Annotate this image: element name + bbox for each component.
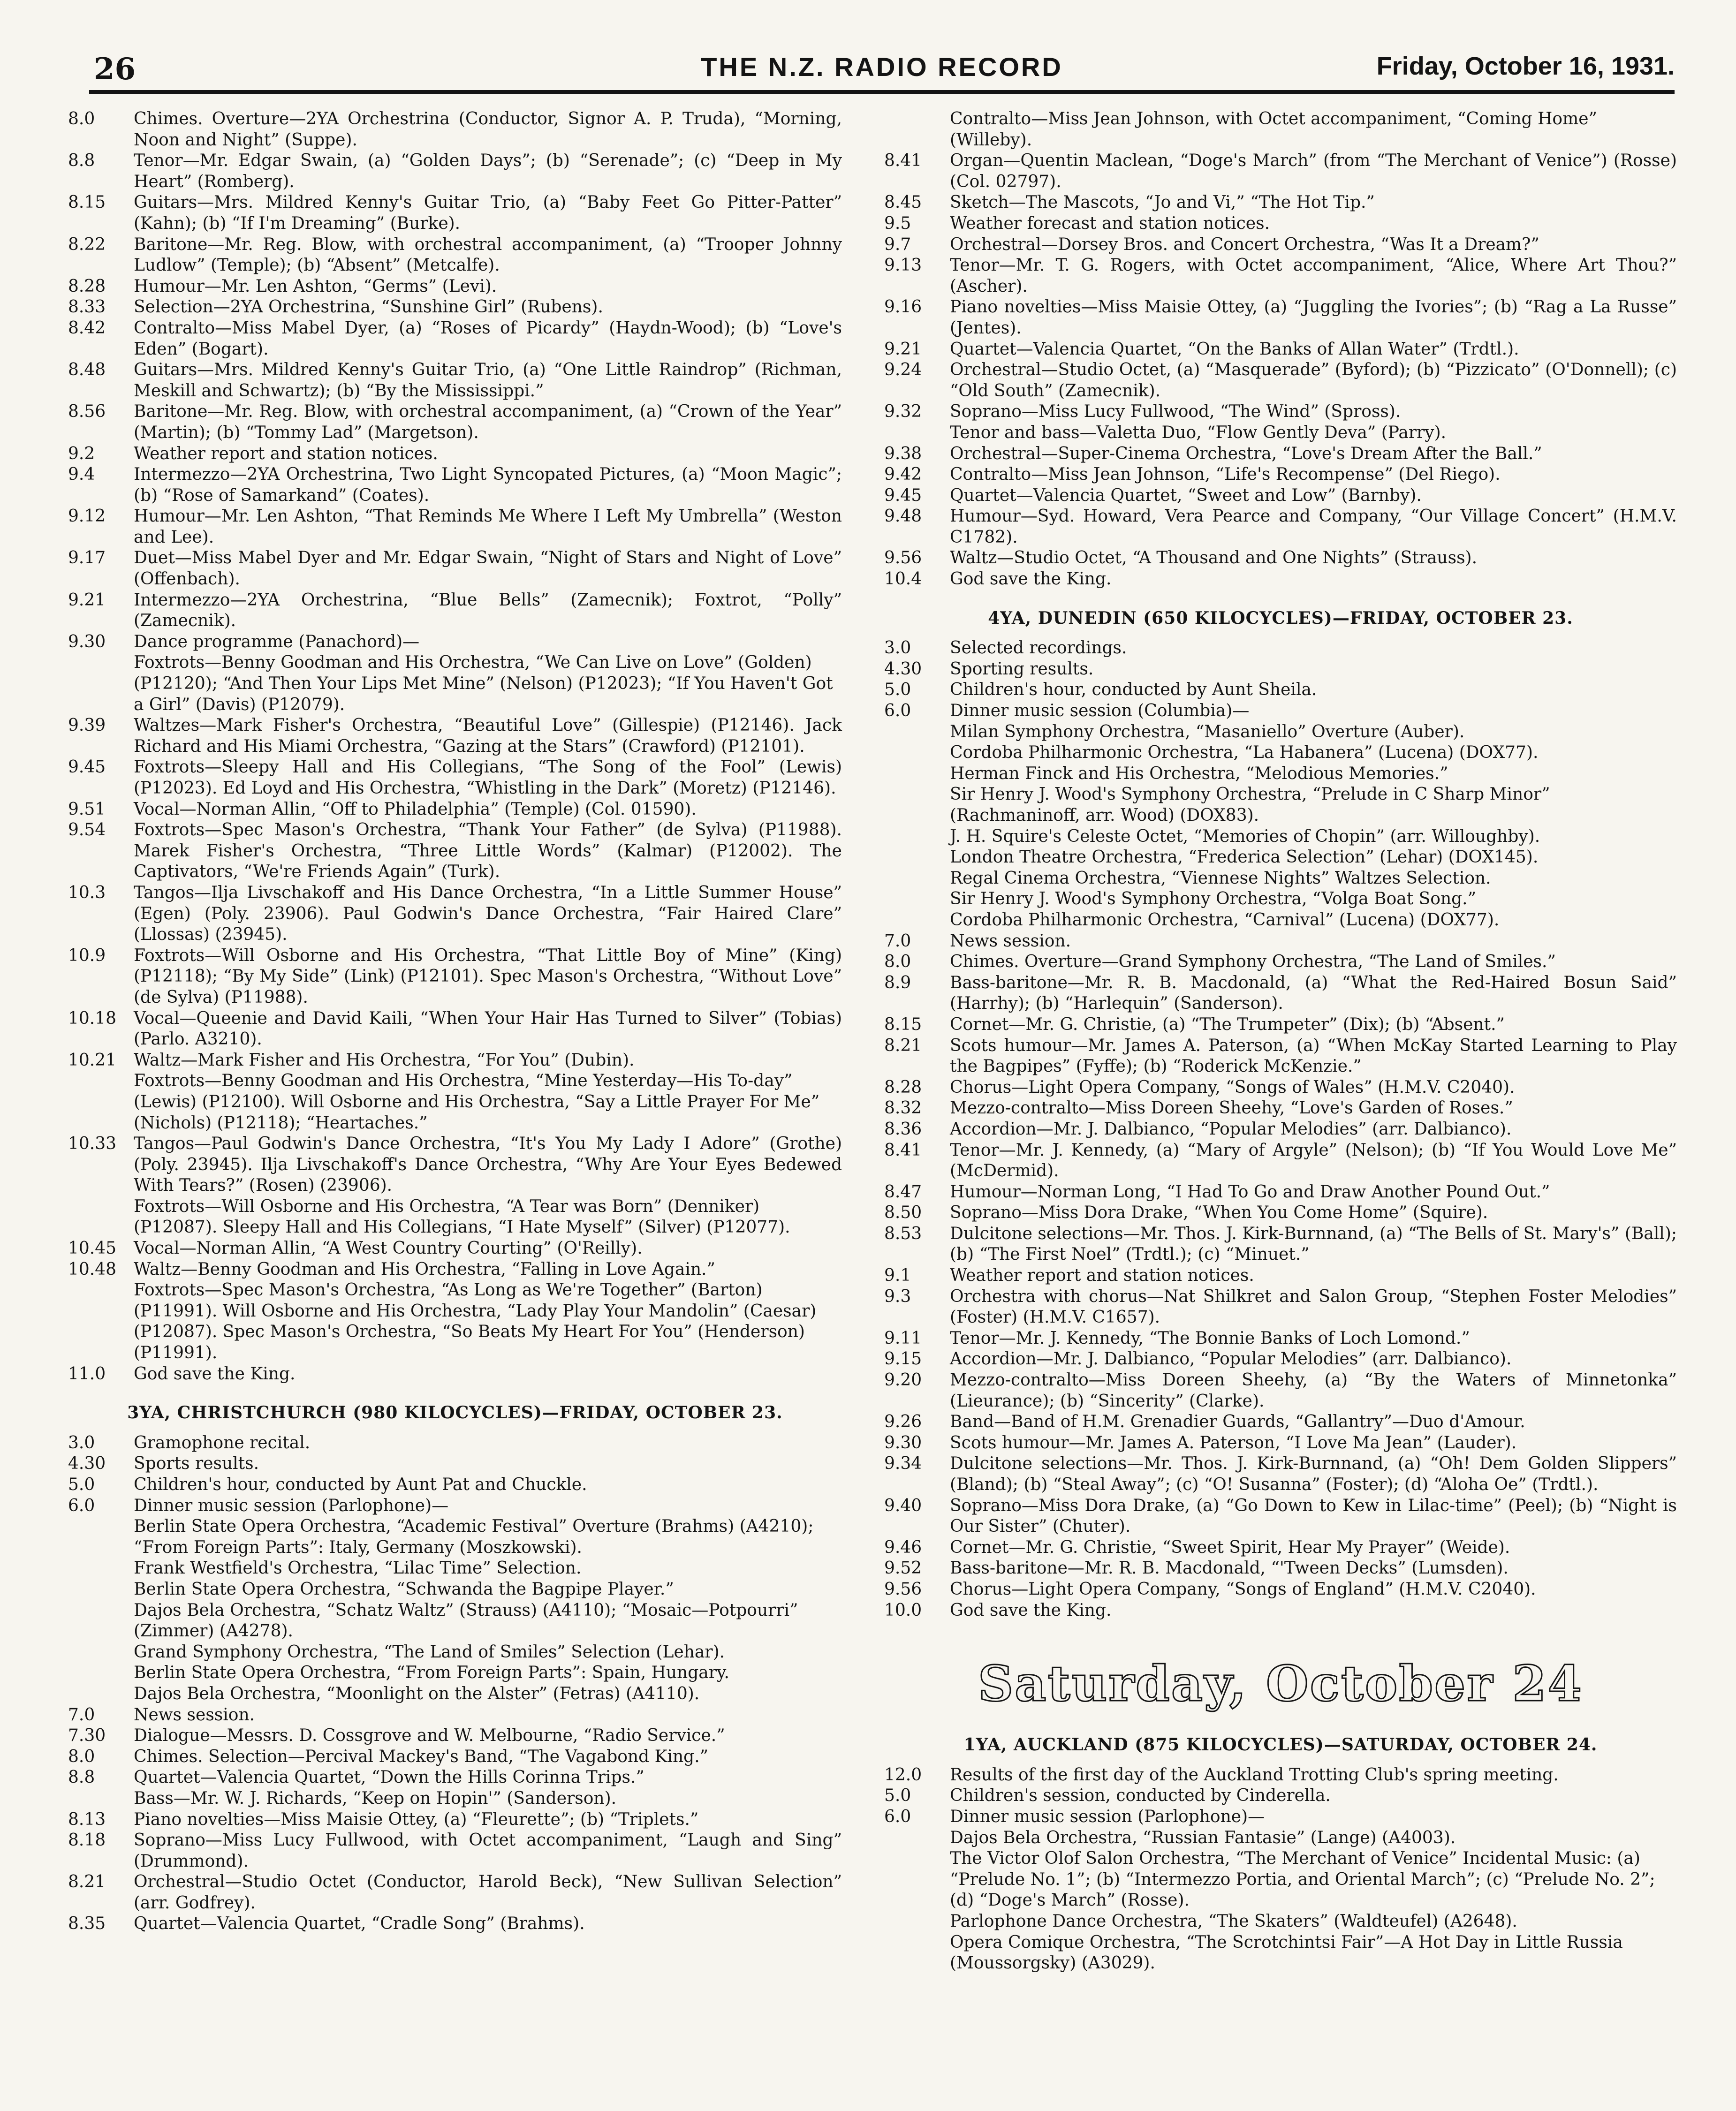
entry-time: 8.9 — [884, 973, 911, 992]
programme-entry — [68, 799, 842, 820]
left-column — [68, 109, 842, 1935]
programme-continuation: Foxtrots—Benny Goodman and His Orchestra, “We Can Live on Love” (Golden) (P12120); “And Then Your Lips Met Mine” (Nelson) (P12023); “If You Haven't Got a Girl” (Davis) (P12079). — [134, 653, 833, 714]
programme-continuation: Dajos Bela Orchestra, “Russian Fantasie” (Lange) (A4003). — [950, 1828, 1456, 1847]
entry-time: 9.5 — [884, 213, 911, 233]
entry-time: 4.30 — [68, 1454, 106, 1474]
entry-time: 8.32 — [884, 1098, 922, 1118]
entry-text: Orchestral—Studio Octet (Conductor, Harold Beck), “New Sullivan Selection” (arr. Godfrey). — [134, 1872, 842, 1913]
station-heading: 4YA, DUNEDIN (650 KILOCYCLES)—FRIDAY, OCTOBER 23. — [988, 608, 1573, 628]
entry-time: 8.22 — [68, 235, 106, 254]
entry-time: 8.8 — [68, 1768, 95, 1787]
programme-continuation: Bass—Mr. W. J. Richards, “Keep on Hopin'” (Sanderson). — [134, 1788, 617, 1808]
entry-text: God save the King. — [950, 569, 1112, 589]
entry-time: 10.9 — [68, 946, 106, 965]
entry-time: 8.33 — [68, 297, 106, 317]
entry-time: 9.45 — [884, 485, 922, 505]
programme-entry — [884, 1433, 1677, 1454]
entry-text: Baritone—Mr. Reg. Blow, with orchestral accompaniment, (a) “Trooper Johnny Ludlow” (Temple); (b) “Absent” (Metcalfe). — [134, 235, 842, 275]
entry-time: 6.0 — [68, 1496, 95, 1515]
programme-entry — [68, 1008, 842, 1050]
programme-entry — [884, 1349, 1677, 1370]
entry-text: Scots humour—Mr. James A. Paterson, (a) “When McKay Started Learning to Play the Bagpipes” (Fyffe); (b) “Roderick McKenzie.” — [950, 1036, 1677, 1076]
programme-continuation: Contralto—Miss Jean Johnson, with Octet accompaniment, “Coming Home” (Willeby). — [950, 109, 1597, 150]
entry-text: Chimes. Overture—2YA Orchestrina (Conductor, Signor A. P. Truda), “Morning, Noon and Night” (Suppe). — [134, 109, 842, 150]
programme-entry — [884, 548, 1677, 569]
entry-text: Soprano—Miss Lucy Fullwood, with Octet accompaniment, “Laugh and Sing” (Drummond). — [134, 1831, 842, 1871]
entry-text: Guitars—Mrs. Mildred Kenny's Guitar Trio, (a) “Baby Feet Go Pitter-Patter” (Kahn); (b) “If I'm Dreaming” (Burke). — [134, 193, 842, 233]
entry-text: Tenor—Mr. T. G. Rogers, with Octet accompaniment, “Alice, Where Art Thou?” (Ascher). — [950, 256, 1677, 296]
entry-text: Sports results. — [134, 1454, 259, 1474]
header-rule — [89, 90, 1675, 94]
entry-time: 4.30 — [884, 659, 922, 679]
entry-time: 8.36 — [884, 1119, 922, 1139]
entry-time: 8.28 — [884, 1077, 922, 1097]
programme-continuation: London Theatre Orchestra, “Frederica Selection” (Lehar) (DOX145). — [950, 847, 1539, 867]
entry-time: 8.47 — [884, 1182, 922, 1202]
programme-entry — [884, 1579, 1677, 1600]
entry-time: 3.0 — [884, 638, 911, 658]
entry-time: 8.53 — [884, 1224, 922, 1243]
entry-time: 9.4 — [68, 465, 95, 484]
entry-text: Vocal—Norman Allin, “Off to Philadelphia” (Temple) (Col. 01590). — [134, 799, 697, 819]
entry-time: 9.21 — [884, 339, 922, 359]
programme-entry — [68, 820, 842, 883]
entry-text: Humour—Norman Long, “I Had To Go and Draw Another Pound Out.” — [950, 1182, 1550, 1202]
entry-text: Dulcitone selections—Mr. Thos. J. Kirk-Burnnand, (a) “Oh! Dem Golden Slippers” (Bland); (b) “Steal Away”; (c) “O! Susanna” (Foster); (d) “Aloha Oe” (Trdtl.). — [950, 1454, 1677, 1494]
entry-time: 9.32 — [884, 402, 922, 422]
programme-entry — [68, 590, 842, 632]
entry-text: Waltzes—Mark Fisher's Orchestra, “Beautiful Love” (Gillespie) (P12146). Jack Richard and His Miami Orchestra, “Gazing at the Stars” (Crawford) (P12101). — [134, 716, 842, 756]
entry-text: Piano novelties—Miss Maisie Ottey, (a) “Juggling the Ivories”; (b) “Rag a La Russe” (Jentes). — [950, 297, 1677, 338]
entry-text: Bass-baritone—Mr. R. B. Macdonald, (a) “What the Red-Haired Bosun Said” (Harrhy); (b) “Harlequin” (Sanderson). — [950, 973, 1677, 1014]
entry-time: 9.16 — [884, 297, 922, 317]
entry-text: Foxtrots—Spec Mason's Orchestra, “Thank Your Father” (de Sylva) (P11988). Marek Fisher's Orchestra, “Three Little Words” (Kalmar) (P12002). The Captivators, “We're Friends Again” (Turk). — [134, 820, 842, 882]
entry-text: Chimes. Overture—Grand Symphony Orchestra, “The Land of Smiles.” — [950, 952, 1556, 972]
entry-time: 8.45 — [884, 193, 922, 212]
entry-time: 10.21 — [68, 1050, 117, 1070]
programme-entry — [68, 1914, 842, 1935]
entry-text: Vocal—Queenie and David Kaili, “When Your Hair Has Turned to Silver” (Tobias) (Parlo. A3210). — [134, 1008, 842, 1049]
entry-text: Accordion—Mr. J. Dalbianco, “Popular Melodies” (arr. Dalbianco). — [950, 1349, 1512, 1369]
entry-text: Sporting results. — [950, 659, 1094, 679]
entry-time: 8.56 — [68, 402, 106, 422]
entry-text: Waltz—Mark Fisher and His Orchestra, “For You” (Dubin). — [134, 1050, 635, 1070]
programme-continuation: J. H. Squire's Celeste Octet, “Memories of Chopin” (arr. Willoughby). — [950, 826, 1540, 846]
entry-time: 8.18 — [68, 1831, 106, 1850]
entry-time: 9.56 — [884, 1579, 922, 1599]
entry-text: Tenor—Mr. J. Kennedy, “The Bonnie Banks of Loch Lomond.” — [950, 1328, 1470, 1348]
entry-text: Weather report and station notices. — [134, 444, 438, 463]
entry-time: 8.28 — [68, 276, 106, 296]
entry-text: Dinner music session (Parlophone)— — [134, 1496, 449, 1515]
page-header — [89, 47, 1675, 99]
entry-text: Humour—Mr. Len Ashton, “That Reminds Me Where I Left My Umbrella” (Weston and Lee). — [134, 507, 842, 547]
entry-text: Soprano—Miss Dora Drake, “When You Come Home” (Squire). — [950, 1203, 1488, 1223]
entry-text: Gramophone recital. — [134, 1433, 311, 1453]
entry-text: Scots humour—Mr. James A. Paterson, “I Love Ma Jean” (Lauder). — [950, 1433, 1517, 1453]
entry-time: 9.12 — [68, 507, 106, 526]
programme-continuation: Grand Symphony Orchestra, “The Land of Smiles” Selection (Lehar). — [134, 1642, 725, 1662]
programme-entry — [884, 1453, 1677, 1495]
entry-text: News session. — [950, 931, 1071, 951]
programme-entry — [68, 276, 842, 297]
programme-continuation: Cordoba Philharmonic Orchestra, “La Habanera” (Lucena) (DOX77). — [950, 743, 1539, 763]
programme-entry — [884, 401, 1677, 423]
programme-entry — [68, 1705, 842, 1726]
entry-text: Selection—2YA Orchestrina, “Sunshine Girl” (Rubens). — [134, 297, 603, 317]
entry-text: Waltz—Studio Octet, “A Thousand and One Nights” (Strauss). — [950, 548, 1478, 568]
entry-time: 9.30 — [68, 632, 106, 651]
entry-text: Tangos—Ilja Livschakoff and His Dance Orchestra, “In a Little Summer House” (Egen) (Poly. 23906). Paul Godwin's Dance Orchestra, “Fair Haired Clare” (Llossas) (23945). — [134, 883, 842, 945]
programme-entry — [68, 715, 842, 757]
programme-entry — [68, 192, 842, 234]
entry-time: 6.0 — [884, 701, 911, 721]
entry-time: 8.15 — [884, 1014, 922, 1034]
programme-entry — [68, 506, 842, 548]
entry-text: Contralto—Miss Mabel Dyer, (a) “Roses of Picardy” (Haydn-Wood); (b) “Love's Eden” (Bogart). — [134, 318, 842, 359]
programme-continuation: Milan Symphony Orchestra, “Masaniello” Overture (Auber). — [950, 722, 1465, 741]
entry-time: 8.48 — [68, 360, 106, 380]
entry-text: Tangos—Paul Godwin's Dance Orchestra, “It's You My Lady I Adore” (Grothe) (Poly. 23945). Ilja Livschakoff's Dance Orchestra, “Why Are Your Eyes Bedewed With Tears?” (Rosen) (23906). — [134, 1134, 842, 1195]
entry-time: 7.0 — [68, 1705, 95, 1725]
programme-entry — [68, 444, 842, 465]
entry-text: Dinner music session (Parlophone)— — [950, 1807, 1265, 1826]
entry-text: Weather report and station notices. — [950, 1266, 1254, 1286]
entry-text: Dulcitone selections—Mr. Thos. J. Kirk-Burnnand, (a) “The Bells of St. Mary's” (Ball); (b) “The First Noel” (Trdtl.); (c) “Minuet.” — [950, 1224, 1677, 1264]
programme-continuation: Frank Westfield's Orchestra, “Lilac Time” Selection. — [134, 1559, 582, 1578]
programme-continuation: The Victor Olof Salon Orchestra, “The Merchant of Venice” Incidental Music: (a) “Prelude No. 1”; (b) “Intermezzo Portia, and Oriental March”; (c) “Prelude No. 2”; (d) “Doge's March” (Rosse). — [950, 1849, 1655, 1910]
entry-text: Quartet—Valencia Quartet, “On the Banks of Allan Water” (Trdtl.). — [950, 339, 1519, 359]
programme-entry — [884, 360, 1677, 401]
programme-entry — [884, 1265, 1677, 1286]
entry-text: Selected recordings. — [950, 638, 1127, 658]
programme-entry — [884, 952, 1677, 973]
entry-time: 8.35 — [68, 1914, 106, 1934]
entry-text: Orchestral—Super-Cinema Orchestra, “Love's Dream After the Ball.” — [950, 444, 1542, 463]
entry-time: 8.21 — [884, 1036, 922, 1055]
entry-text: God save the King. — [134, 1364, 296, 1384]
entry-text: Tenor—Mr. J. Kennedy, (a) “Mary of Argyle” (Nelson); (b) “If You Would Love Me” (McDermid). — [950, 1140, 1677, 1181]
entry-text: Tenor—Mr. Edgar Swain, (a) “Golden Days”; (b) “Serenade”; (c) “Deep in My Heart” (Romberg). — [134, 151, 842, 191]
programme-continuation: Berlin State Opera Orchestra, “Schwanda the Bagpipe Player.” — [134, 1579, 674, 1599]
entry-text: God save the King. — [950, 1600, 1112, 1620]
programme-entry — [884, 444, 1677, 465]
entry-text: Soprano—Miss Lucy Fullwood, “The Wind” (Spross). — [950, 402, 1401, 422]
entry-text: Cornet—Mr. G. Christie, (a) “The Trumpeter” (Dix); (b) “Absent.” — [950, 1014, 1505, 1034]
entry-text: Humour—Syd. Howard, Vera Pearce and Company, “Our Village Concert” (H.M.V. C1782). — [950, 507, 1677, 547]
entry-time: 9.7 — [884, 235, 911, 254]
programme-entry — [68, 464, 842, 506]
programme-continuation: Foxtrots—Benny Goodman and His Orchestra, “Mine Yesterday—His To-day” (Lewis) (P12100). Will Osborne and His Orchestra, “Say a Little Prayer For Me” (Nichols) (P12118); “Heartaches.” — [134, 1071, 820, 1133]
entry-text: Chorus—Light Opera Company, “Songs of England” (H.M.V. C2040). — [950, 1579, 1536, 1599]
entry-text: Mezzo-contralto—Miss Doreen Sheehy, “Love's Garden of Roses.” — [950, 1098, 1513, 1118]
programme-entry — [68, 1725, 842, 1747]
programme-continuation: Sir Henry J. Wood's Symphony Orchestra, “Prelude in C Sharp Minor” (Rachmaninoff, arr. Wood) (DOX83). — [950, 785, 1550, 825]
programme-continuation: Sir Henry J. Wood's Symphony Orchestra, “Volga Boat Song.” — [950, 889, 1477, 909]
entry-time: 9.15 — [884, 1349, 922, 1369]
entry-text: Vocal—Norman Allin, “A West Country Courting” (O'Reilly). — [134, 1239, 643, 1258]
entry-text: Children's hour, conducted by Aunt Sheila. — [950, 680, 1317, 700]
programme-entry — [68, 360, 842, 401]
entry-text: Dinner music session (Columbia)— — [950, 701, 1250, 721]
programme-entry — [884, 213, 1677, 235]
entry-time: 3.0 — [68, 1433, 95, 1453]
entry-time: 9.45 — [68, 757, 106, 777]
entry-time: 9.13 — [884, 256, 922, 275]
programme-entry — [68, 401, 842, 443]
programme-continuation: Berlin State Opera Orchestra, “Academic Festival” Overture (Brahms) (A4210); “From Foreign Parts”: Italy, Germany (Moszkowski). — [134, 1517, 814, 1557]
entry-text: Quartet—Valencia Quartet, “Down the Hills Corinna Trips.” — [134, 1768, 644, 1787]
programme-entry — [884, 1224, 1677, 1265]
entry-time: 10.4 — [884, 569, 922, 589]
programme-entry — [68, 757, 842, 799]
programme-entry — [68, 318, 842, 360]
programme-entry — [68, 235, 842, 276]
entry-text: Accordion—Mr. J. Dalbianco, “Popular Melodies” (arr. Dalbianco). — [950, 1119, 1512, 1139]
programme-continuation: Parlophone Dance Orchestra, “The Skaters” (Waldteufel) (A2648). — [950, 1911, 1517, 1931]
programme-entry — [68, 1475, 842, 1496]
entry-time: 9.17 — [68, 548, 106, 568]
programme-entry — [884, 235, 1677, 256]
entry-time: 9.1 — [884, 1266, 911, 1286]
programme-entry — [68, 1809, 842, 1831]
entry-text: Organ—Quentin Maclean, “Doge's March” (from “The Merchant of Venice”) (Rosse) (Col. 02797). — [950, 151, 1677, 191]
entry-time: 9.42 — [884, 465, 922, 484]
programme-entry — [884, 1600, 1677, 1621]
programme-entry — [884, 1077, 1677, 1098]
entry-text: Guitars—Mrs. Mildred Kenny's Guitar Trio, (a) “One Little Raindrop” (Richman, Meskill and Schwartz); (b) “By the Mississippi.” — [134, 360, 842, 401]
entry-text: Intermezzo—2YA Orchestrina, Two Light Syncopated Pictures, (a) “Moon Magic”; (b) “Rose of Samarkand” (Coates). — [134, 465, 842, 505]
entry-time: 9.46 — [884, 1537, 922, 1557]
entry-time: 10.48 — [68, 1259, 117, 1279]
programme-entry — [884, 506, 1677, 548]
entry-time: 9.34 — [884, 1454, 922, 1474]
entry-time: 8.0 — [884, 952, 911, 972]
entry-time: 8.21 — [68, 1872, 106, 1892]
programme-entry — [884, 1786, 1677, 1807]
entry-time: 9.30 — [884, 1433, 922, 1453]
programme-entry — [884, 1537, 1677, 1559]
entry-time: 5.0 — [884, 1786, 911, 1806]
programme-entry — [884, 1328, 1677, 1349]
programme-entry — [884, 1370, 1677, 1412]
programme-entry — [884, 931, 1677, 952]
entry-text: Baritone—Mr. Reg. Blow, with orchestral accompaniment, (a) “Crown of the Year” (Martin); (b) “Tommy Lad” (Margetson). — [134, 402, 842, 442]
programme-entry — [884, 192, 1677, 213]
entry-time: 8.50 — [884, 1203, 922, 1223]
entry-time: 5.0 — [68, 1475, 95, 1494]
entry-time: 10.45 — [68, 1239, 117, 1258]
programme-entry — [68, 1134, 842, 1196]
entry-time: 8.15 — [68, 193, 106, 212]
entry-time: 9.56 — [884, 548, 922, 568]
entry-time: 9.51 — [68, 799, 106, 819]
programme-entry — [68, 1050, 842, 1071]
programme-entry — [884, 1496, 1677, 1537]
entry-text: Chimes. Selection—Percival Mackey's Band, “The Vagabond King.” — [134, 1747, 709, 1766]
entry-text: Mezzo-contralto—Miss Doreen Sheehy, (a) “By the Waters of Minnetonka” (Lieurance); (b) “Sincerity” (Clarke). — [950, 1370, 1677, 1411]
programme-entry — [68, 1747, 842, 1768]
programme-continuation: Cordoba Philharmonic Orchestra, “Carnival” (Lucena) (DOX77). — [950, 910, 1500, 930]
programme-entry — [68, 1364, 842, 1385]
entry-text: Piano novelties—Miss Maisie Ottey, (a) “Fleurette”; (b) “Triplets.” — [134, 1809, 699, 1829]
entry-time: 8.41 — [884, 1140, 922, 1160]
page-number: 26 — [94, 52, 136, 87]
programme-entry — [68, 1238, 842, 1259]
entry-time: 10.0 — [884, 1600, 922, 1620]
entry-time: 11.0 — [68, 1364, 106, 1384]
entry-text: Quartet—Valencia Quartet, “Sweet and Low” (Barnby). — [950, 485, 1422, 505]
entry-time: 10.33 — [68, 1134, 117, 1154]
right-column — [884, 109, 1677, 1974]
entry-time: 12.0 — [884, 1765, 922, 1785]
programme-entry — [68, 1496, 842, 1517]
entry-time: 6.0 — [884, 1807, 911, 1826]
programme-entry — [884, 339, 1677, 360]
programme-continuation: Dajos Bela Orchestra, “Moonlight on the Alster” (Fetras) (A4110). — [134, 1684, 700, 1703]
programme-entry — [884, 680, 1677, 701]
entry-time: 9.2 — [68, 444, 95, 463]
programme-continuation: Foxtrots—Spec Mason's Orchestra, “As Long as We're Together” (Barton) (P11991). Will Osborne and His Orchestra, “Lady Play Your Mandolin” (Caesar) (P12087). Spec Mason's Orchestra, “So Beats My Heart For You” (Henderson) (P11991). — [134, 1280, 817, 1363]
programme-entry — [884, 1014, 1677, 1036]
entry-time: 9.54 — [68, 820, 106, 840]
entry-time: 8.8 — [68, 151, 95, 171]
programme-entry — [68, 151, 842, 192]
entry-text: Sketch—The Mascots, “Jo and Vi,” “The Hot Tip.” — [950, 193, 1375, 212]
entry-text: Results of the first day of the Auckland Trotting Club's spring meeting. — [950, 1765, 1559, 1785]
programme-continuation: Foxtrots—Will Osborne and His Orchestra, “A Tear was Born” (Denniker) (P12087). Sleepy Hall and His Collegians, “I Hate Myself” (Silver) (P12077). — [134, 1196, 790, 1237]
programme-entry — [884, 485, 1677, 507]
programme-entry — [68, 1830, 842, 1872]
entry-time: 8.42 — [68, 318, 106, 338]
programme-entry — [68, 548, 842, 590]
entry-time: 8.0 — [68, 1747, 95, 1766]
programme-entry — [68, 1433, 842, 1454]
entry-time: 10.3 — [68, 883, 106, 902]
programme-continuation: Dajos Bela Orchestra, “Schatz Waltz” (Strauss) (A4110); “Mosaic—Potpourri” (Zimmer) (A4278). — [134, 1600, 798, 1641]
entry-time: 10.18 — [68, 1008, 117, 1028]
programme-entry — [884, 464, 1677, 485]
entry-time: 5.0 — [884, 680, 911, 700]
entry-time: 9.11 — [884, 1328, 922, 1348]
entry-time: 9.38 — [884, 444, 922, 463]
programme-continuation: Berlin State Opera Orchestra, “From Foreign Parts”: Spain, Hungary. — [134, 1663, 729, 1683]
programme-entry — [68, 1453, 842, 1475]
entry-time: 9.52 — [884, 1559, 922, 1578]
entry-time: 9.40 — [884, 1496, 922, 1515]
programme-continuation: Herman Finck and His Orchestra, “Melodious Memories.” — [950, 764, 1448, 783]
entry-time: 8.0 — [68, 109, 95, 129]
programme-entry — [68, 883, 842, 946]
programme-entry — [884, 1412, 1677, 1433]
entry-time: 8.41 — [884, 151, 922, 171]
entry-text: News session. — [134, 1705, 255, 1725]
entry-text: Foxtrots—Sleepy Hall and His Collegians, “The Song of the Fool” (Lewis) (P12023). Ed Loyd and His Orchestra, “Whistling in the Dark” (Moretz) (P12146). — [134, 757, 842, 798]
masthead-title: THE N.Z. RADIO RECORD — [701, 52, 1063, 82]
entry-time: 7.30 — [68, 1726, 106, 1746]
entry-time: 9.3 — [884, 1286, 911, 1306]
programme-entry — [884, 569, 1677, 590]
entry-time: 9.26 — [884, 1412, 922, 1432]
programme-entry — [884, 1036, 1677, 1077]
programme-entry — [884, 1098, 1677, 1119]
entry-time: 9.48 — [884, 507, 922, 526]
programme-entry — [884, 1203, 1677, 1224]
programme-entry — [884, 1119, 1677, 1140]
issue-date: Friday, October 16, 1931. — [1376, 52, 1675, 80]
station-heading: 1YA, AUCKLAND (875 KILOCYCLES)—SATURDAY, OCTOBER 24. — [963, 1735, 1598, 1755]
entry-text: Soprano—Miss Dora Drake, (a) “Go Down to Kew in Lilac-time” (Peel); (b) “Night is Our Sister” (Chuter). — [950, 1496, 1677, 1536]
programme-entry — [68, 109, 842, 151]
entry-text: Foxtrots—Will Osborne and His Orchestra, “That Little Boy of Mine” (King) (P12118); “By My Side” (Link) (P12101). Spec Mason's Orchestra, “Without Love” (de Sylva) (P11988). — [134, 946, 842, 1007]
programme-continuation: Tenor and bass—Valetta Duo, “Flow Gently Deva” (Parry). — [950, 423, 1447, 442]
programme-entry — [68, 1767, 842, 1788]
programme-entry — [884, 1286, 1677, 1328]
programme-entry — [884, 973, 1677, 1014]
entry-time: 9.24 — [884, 360, 922, 380]
entry-text: Intermezzo—2YA Orchestrina, “Blue Bells” (Zamecnik); Foxtrot, “Polly” (Zamecnik). — [134, 590, 842, 631]
entry-time: 9.21 — [68, 590, 106, 610]
entry-text: Orchestral—Studio Octet, (a) “Masquerade” (Byford); (b) “Pizzicato” (O'Donnell); (c) “Old South” (Zamecnik). — [950, 360, 1677, 401]
entry-text: Chorus—Light Opera Company, “Songs of Wales” (H.M.V. C2040). — [950, 1077, 1515, 1097]
entry-time: 9.20 — [884, 1370, 922, 1390]
programme-entry — [884, 297, 1677, 339]
programme-continuation: Regal Cinema Orchestra, “Viennese Nights” Waltzes Selection. — [950, 868, 1491, 888]
entry-time: 9.39 — [68, 716, 106, 735]
programme-entry — [884, 638, 1677, 659]
entry-text: Children's hour, conducted by Aunt Pat and Chuckle. — [134, 1475, 587, 1494]
programme-entry — [68, 632, 842, 653]
programme-entry — [884, 1140, 1677, 1182]
entry-text: Dance programme (Panachord)— — [134, 632, 420, 651]
entry-text: Band—Band of H.M. Grenadier Guards, “Gallantry”—Duo d'Amour. — [950, 1412, 1525, 1432]
programme-continuation: Opera Comique Orchestra, “The Scrotchintsi Fair”—A Hot Day in Little Russia (Moussorgsky) (A3029). — [950, 1932, 1623, 1973]
programme-entry — [884, 1182, 1677, 1203]
entry-text: Contralto—Miss Jean Johnson, “Life's Recompense” (Del Riego). — [950, 465, 1501, 484]
programme-entry — [884, 1807, 1677, 1828]
entry-time: 8.13 — [68, 1809, 106, 1829]
entry-text: Cornet—Mr. G. Christie, “Sweet Spirit, Hear My Prayer” (Weide). — [950, 1537, 1510, 1557]
programme-entry — [884, 701, 1677, 722]
entry-text: Children's session, conducted by Cinderella. — [950, 1786, 1331, 1806]
entry-text: Weather forecast and station notices. — [950, 213, 1270, 233]
station-heading: 3YA, CHRISTCHURCH (980 KILOCYCLES)—FRIDAY, OCTOBER 23. — [127, 1403, 783, 1423]
programme-entry — [68, 1872, 842, 1914]
programme-entry — [884, 1765, 1677, 1786]
entry-text: Waltz—Benny Goodman and His Orchestra, “Falling in Love Again.” — [134, 1259, 715, 1279]
programme-entry — [68, 946, 842, 1008]
programme-entry — [68, 297, 842, 318]
programme-entry — [884, 151, 1677, 192]
programme-entry — [884, 1558, 1677, 1579]
entry-text: Humour—Mr. Len Ashton, “Germs” (Levi). — [134, 276, 497, 296]
programme-entry — [68, 1259, 842, 1280]
programme-entry — [884, 659, 1677, 680]
entry-text: Quartet—Valencia Quartet, “Cradle Song” (Brahms). — [134, 1914, 585, 1934]
entry-text: Bass-baritone—Mr. R. B. Macdonald, “'Tween Decks” (Lumsden). — [950, 1559, 1509, 1578]
entry-time: 7.0 — [884, 931, 911, 951]
entry-text: Orchestral—Dorsey Bros. and Concert Orchestra, “Was It a Dream?” — [950, 235, 1539, 254]
entry-text: Orchestra with chorus—Nat Shilkret and Salon Group, “Stephen Foster Melodies” (Foster) (H.M.V. C1657). — [950, 1286, 1677, 1327]
day-heading: Saturday, October 24 — [978, 1655, 1583, 1713]
entry-text: Dialogue—Messrs. D. Cossgrove and W. Melbourne, “Radio Service.” — [134, 1726, 725, 1746]
programme-entry — [884, 255, 1677, 297]
entry-text: Duet—Miss Mabel Dyer and Mr. Edgar Swain, “Night of Stars and Night of Love” (Offenbach). — [134, 548, 842, 589]
